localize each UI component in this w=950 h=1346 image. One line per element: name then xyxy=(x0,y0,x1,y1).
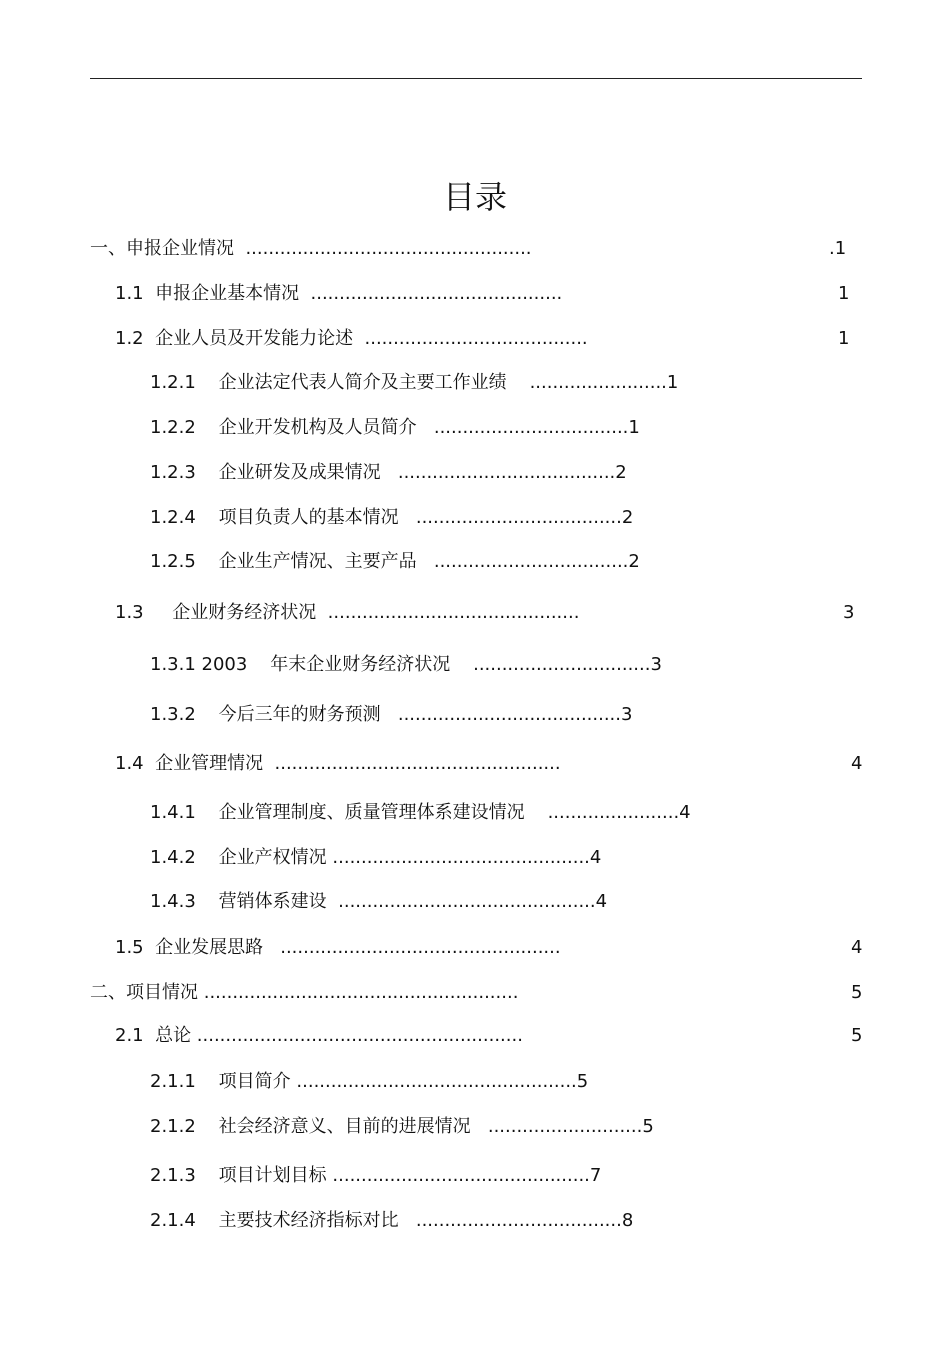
toc-entry[interactable] xyxy=(90,236,532,262)
toc-entry-text: 1.4.1 企业管理制度、质量管理体系建设情况 .......................4 xyxy=(150,802,691,823)
toc-entry-page: 3 xyxy=(843,602,855,623)
toc-entry-text: 1.4 企业管理情况 .................................................. xyxy=(115,753,561,774)
toc-entry[interactable] xyxy=(115,751,561,777)
toc-entry[interactable] xyxy=(150,1069,588,1095)
toc-entry[interactable] xyxy=(150,460,627,486)
toc-entry[interactable] xyxy=(115,600,579,626)
toc-entry[interactable] xyxy=(115,281,562,307)
toc-entry[interactable] xyxy=(150,415,640,441)
toc-entry-text: 1.2.3 企业研发及成果情况 ......................................2 xyxy=(150,462,627,483)
toc-entry[interactable] xyxy=(150,370,678,396)
toc-entry-text: 1.3.2 今后三年的财务预测 .......................................3 xyxy=(150,704,633,725)
toc-entry[interactable] xyxy=(150,702,632,728)
toc-entry-text: 二、项目情况 ....................................................... xyxy=(90,982,519,1003)
toc-entry[interactable] xyxy=(150,1208,633,1234)
toc-entry-page: 5 xyxy=(851,982,863,1003)
toc-entry-page: .1 xyxy=(829,238,847,259)
toc-entry[interactable] xyxy=(150,549,640,575)
toc-entry-page: 4 xyxy=(851,753,863,774)
toc-entry-text: 2.1.4 主要技术经济指标对比 ....................................8 xyxy=(150,1210,634,1231)
toc-entry-text: 1.2.1 企业法定代表人简介及主要工作业绩 ........................1 xyxy=(150,372,679,393)
toc-entry-text: 2.1.2 社会经济意义、目前的进展情况 ...........................5 xyxy=(150,1116,654,1137)
toc-entry[interactable] xyxy=(150,845,601,871)
toc-entry-text: 1.4.3 营销体系建设 .............................................4 xyxy=(150,891,608,912)
toc-entry-text: 1.3.1 2003 年末企业财务经济状况 ...............................3 xyxy=(150,654,662,675)
toc-entry[interactable] xyxy=(115,935,561,961)
toc-entry[interactable] xyxy=(150,1163,601,1189)
toc-entry[interactable] xyxy=(150,1114,654,1140)
toc-entry-text: 2.1.1 项目简介 .................................................5 xyxy=(150,1071,589,1092)
toc-entry-text: 1.3 企业财务经济状况 ............................................ xyxy=(115,602,580,623)
toc-entry[interactable] xyxy=(150,800,691,826)
toc-entry-text: 1.2.5 企业生产情况、主要产品 ..................................2 xyxy=(150,551,640,572)
toc-entry-text: 1.2 企业人员及开发能力论述 ....................................... xyxy=(115,328,588,349)
toc-entry-page: 5 xyxy=(851,1025,863,1046)
toc-entry[interactable] xyxy=(150,889,607,915)
toc-entry-text: 一、申报企业情况 .................................................. xyxy=(90,238,532,259)
toc-entry[interactable] xyxy=(150,652,662,678)
toc-entry-text: 2.1.3 项目计划目标 .............................................7 xyxy=(150,1165,602,1186)
header-rule xyxy=(90,78,862,79)
toc-entry-text: 1.5 企业发展思路 ................................................. xyxy=(115,937,561,958)
toc-entry[interactable] xyxy=(115,326,588,352)
toc-entry[interactable] xyxy=(115,1023,523,1049)
toc-title: 目录 xyxy=(442,178,507,216)
toc-entry[interactable] xyxy=(90,980,518,1006)
toc-entry-text: 2.1 总论 ......................................................... xyxy=(115,1025,523,1046)
toc-entry-text: 1.1 申报企业基本情况 ............................................ xyxy=(115,283,563,304)
toc-entry-page: 1 xyxy=(838,328,850,349)
toc-entry-page: 1 xyxy=(838,283,850,304)
toc-entry-text: 1.2.2 企业开发机构及人员简介 ..................................1 xyxy=(150,417,640,438)
toc-entry-page: 4 xyxy=(851,937,863,958)
toc-entry-text: 1.4.2 企业产权情况 .............................................4 xyxy=(150,847,602,868)
toc-entry[interactable] xyxy=(150,505,633,531)
toc-entry-text: 1.2.4 项目负责人的基本情况 ....................................2 xyxy=(150,507,634,528)
